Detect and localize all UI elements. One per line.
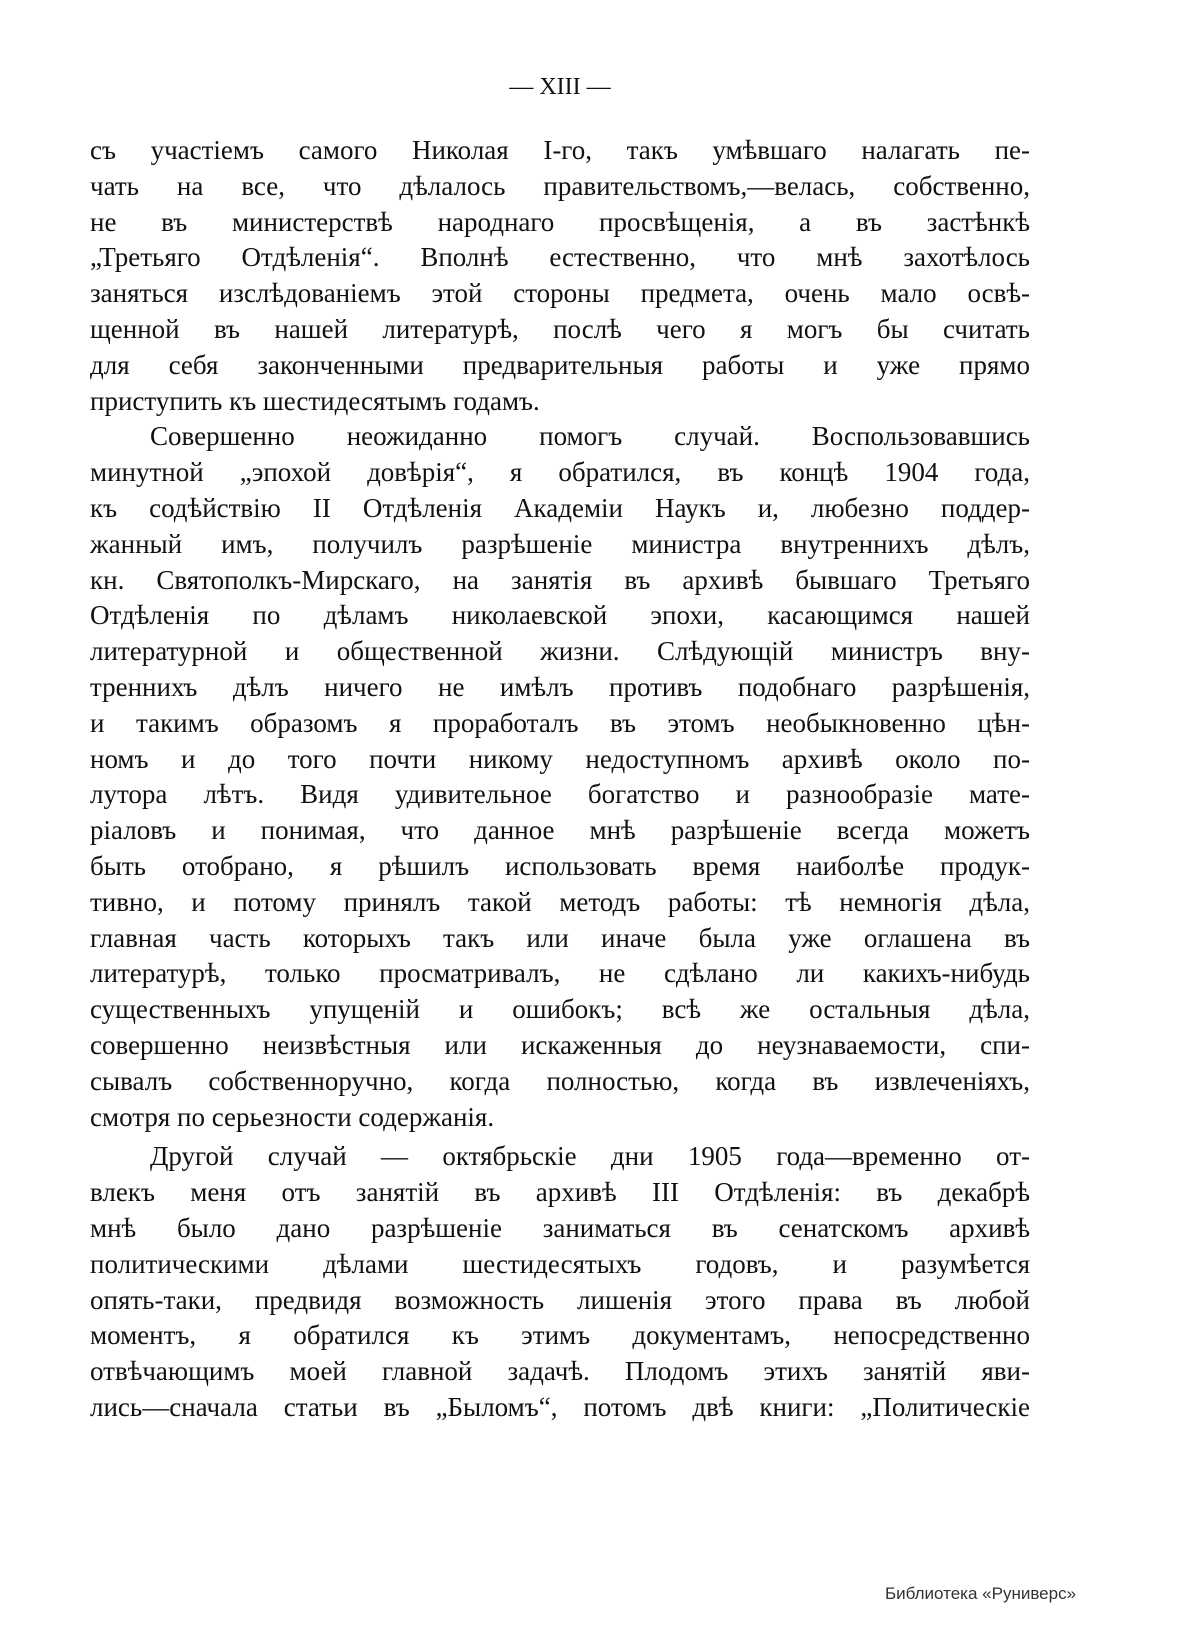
text-line: моментъ, я обратился къ этимъ документамъ, непосредственно: [90, 1320, 1030, 1351]
text-line: приступить къ шестидесятымъ годамъ.: [90, 385, 540, 416]
text-line: ріаловъ и понимая, что данное мнѣ разрѣшеніе всегда можетъ: [90, 815, 1030, 846]
text-line: не въ министерствѣ народнаго просвѣщенія, а въ застѣнкѣ: [90, 206, 1030, 237]
text-line: кн. Святополкъ-Мирскаго, на занятія въ архивѣ бывшаго Третьяго: [90, 564, 1030, 595]
text-line: заняться изслѣдованіемъ этой стороны предмета, очень мало освѣ-: [90, 278, 1030, 309]
body-text: [90, 133, 1030, 1426]
text-line: сывалъ собственноручно, когда полностью, когда въ извлеченіяхъ,: [90, 1065, 1030, 1096]
text-line: съ участіемъ самого Николая I-го, такъ умѣвшаго налагать пе-: [90, 135, 1030, 165]
text-line: литературѣ, только просматривалъ, не сдѣлано ли какихъ-нибудь: [90, 958, 1030, 989]
text-line: жанный имъ, получилъ разрѣшеніе министра внутреннихъ дѣлъ,: [90, 528, 1030, 559]
text-line: существенныхъ упущеній и ошибокъ; всѣ же остальныя дѣла,: [90, 994, 1030, 1025]
library-watermark: Библиотека «Руниверс»: [885, 1584, 1077, 1603]
text-line: лись—сначала статьи въ „Быломъ“, потомъ двѣ книги: „Политическіе: [90, 1391, 1030, 1422]
text-line: смотря по серьезности содержанія.: [90, 1101, 495, 1132]
text-line: къ содѣйствію II Отдѣленія Академіи Наукъ и, любезно поддер-: [90, 492, 1030, 523]
paragraph: [90, 419, 1030, 1135]
text-line: отвѣчающимъ моей главной задачѣ. Плодомъ этихъ занятій яви-: [90, 1356, 1030, 1387]
text-line: лутора лѣтъ. Видя удивительное богатство и разнообразіе мате-: [90, 779, 1030, 810]
text-line: щенной въ нашей литературѣ, послѣ чего я могъ бы считать: [90, 313, 1030, 344]
text-line: литературной и общественной жизни. Слѣдующій министръ вну-: [90, 636, 1030, 667]
text-line: Отдѣленія по дѣламъ николаевской эпохи, касающимся нашей: [90, 600, 1030, 631]
paragraph: [90, 1139, 1030, 1425]
text-line: минутной „эпохой довѣрія“, я обратился, въ концѣ 1904 года,: [90, 457, 1030, 488]
text-line: политическими дѣлами шестидесятыхъ годовъ, и разумѣется: [90, 1248, 1030, 1279]
text-line: опять-таки, предвидя возможность лишенія этого права въ любой: [90, 1284, 1030, 1315]
text-line: влекъ меня отъ занятій въ архивѣ III Отдѣленія: въ декабрѣ: [90, 1177, 1030, 1208]
text-line: мнѣ было дано разрѣшеніе заниматься въ сенатскомъ архивѣ: [90, 1212, 1030, 1243]
text-line: тивно, и потому принялъ такой методъ работы: тѣ немногія дѣла,: [90, 886, 1030, 917]
text-line: Другой случай — октябрьскіе дни 1905 года—временно от-: [150, 1141, 1030, 1172]
text-line: треннихъ дѣлъ ничего не имѣлъ противъ подобнаго разрѣшенія,: [90, 671, 1030, 702]
text-line: главная часть которыхъ такъ или иначе была уже оглашена въ: [90, 922, 1030, 953]
page-number: — XIII —: [509, 74, 611, 100]
text-line: чать на все, что дѣлалось правительствомъ,—велась, собственно,: [90, 170, 1030, 201]
paragraph: [90, 133, 1030, 419]
text-line: для себя законченными предварительныя работы и уже прямо: [90, 349, 1030, 380]
text-line: совершенно неизвѣстныя или искаженныя до неузнаваемости, спи-: [90, 1029, 1030, 1060]
text-line: и такимъ образомъ я проработалъ въ этомъ необыкновенно цѣн-: [90, 707, 1030, 738]
text-line: номъ и до того почти никому недоступномъ архивѣ около по-: [90, 743, 1030, 774]
text-line: Совершенно неожиданно помогъ случай. Воспользовавшись: [150, 421, 1030, 452]
text-line: быть отобрано, я рѣшилъ использовать время наиболѣе продук-: [90, 850, 1030, 881]
text-line: „Третьяго Отдѣленія“. Вполнѣ естественно, что мнѣ захотѣлось: [90, 242, 1030, 273]
